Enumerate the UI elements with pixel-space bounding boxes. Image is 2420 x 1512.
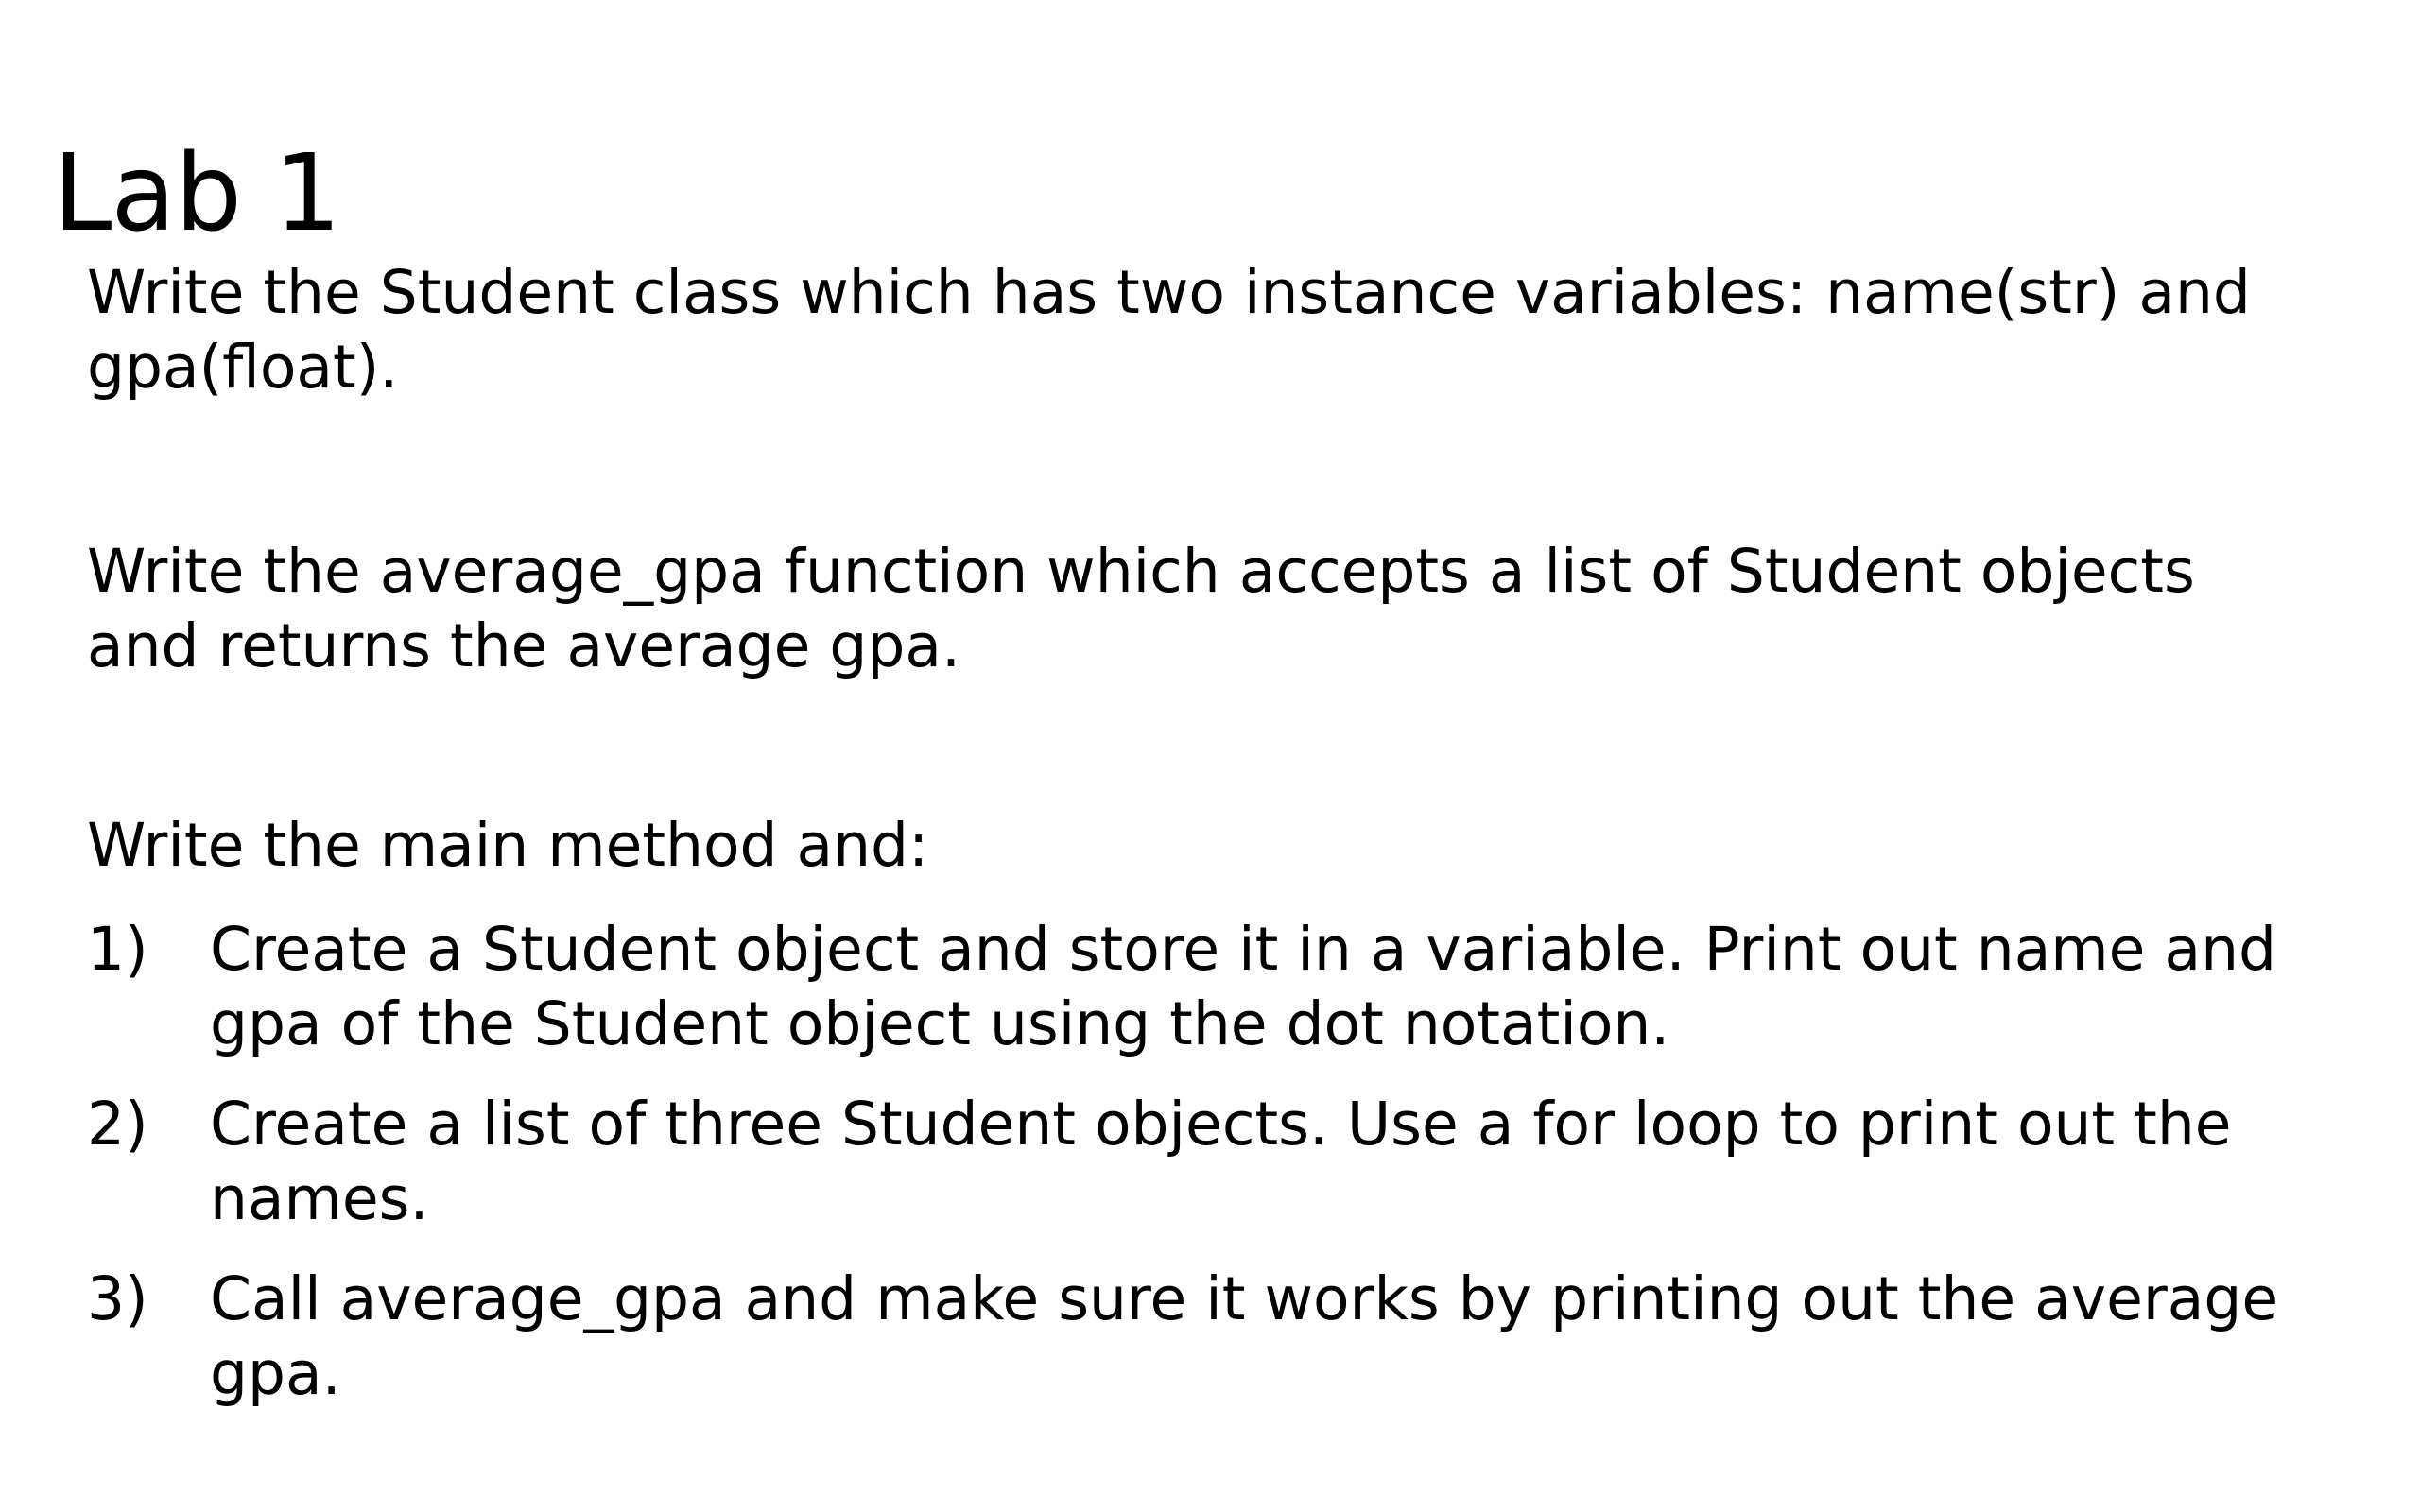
instruction-average-gpa: Write the average_gpa function which accepts a list of Student objects and returns the average gpa. — [87, 537, 2195, 680]
task-list — [87, 912, 2337, 1436]
task-text: Create a list of three Student objects. Use a for loop to print out the names. — [210, 1090, 2232, 1233]
task-number: 2) — [87, 1090, 148, 1159]
task-text: Call average_gpa and make sure it works by printing out the average gpa. — [210, 1264, 2279, 1408]
task-text: Create a Student object and store it in a variable. Print out name and gpa of the Student object using the dot notation. — [210, 915, 2276, 1058]
task-item-2 — [87, 1087, 2337, 1236]
task-item-1 — [87, 912, 2337, 1061]
instruction-student-class: Write the Student class which has two instance variables: name(str) and gpa(float). — [87, 258, 2251, 402]
task-number: 3) — [87, 1264, 148, 1333]
slide-title: Lab 1 — [53, 132, 340, 256]
instruction-main-method: Write the main method and: — [87, 811, 929, 880]
task-item-3 — [87, 1262, 2337, 1411]
task-number: 1) — [87, 915, 148, 984]
